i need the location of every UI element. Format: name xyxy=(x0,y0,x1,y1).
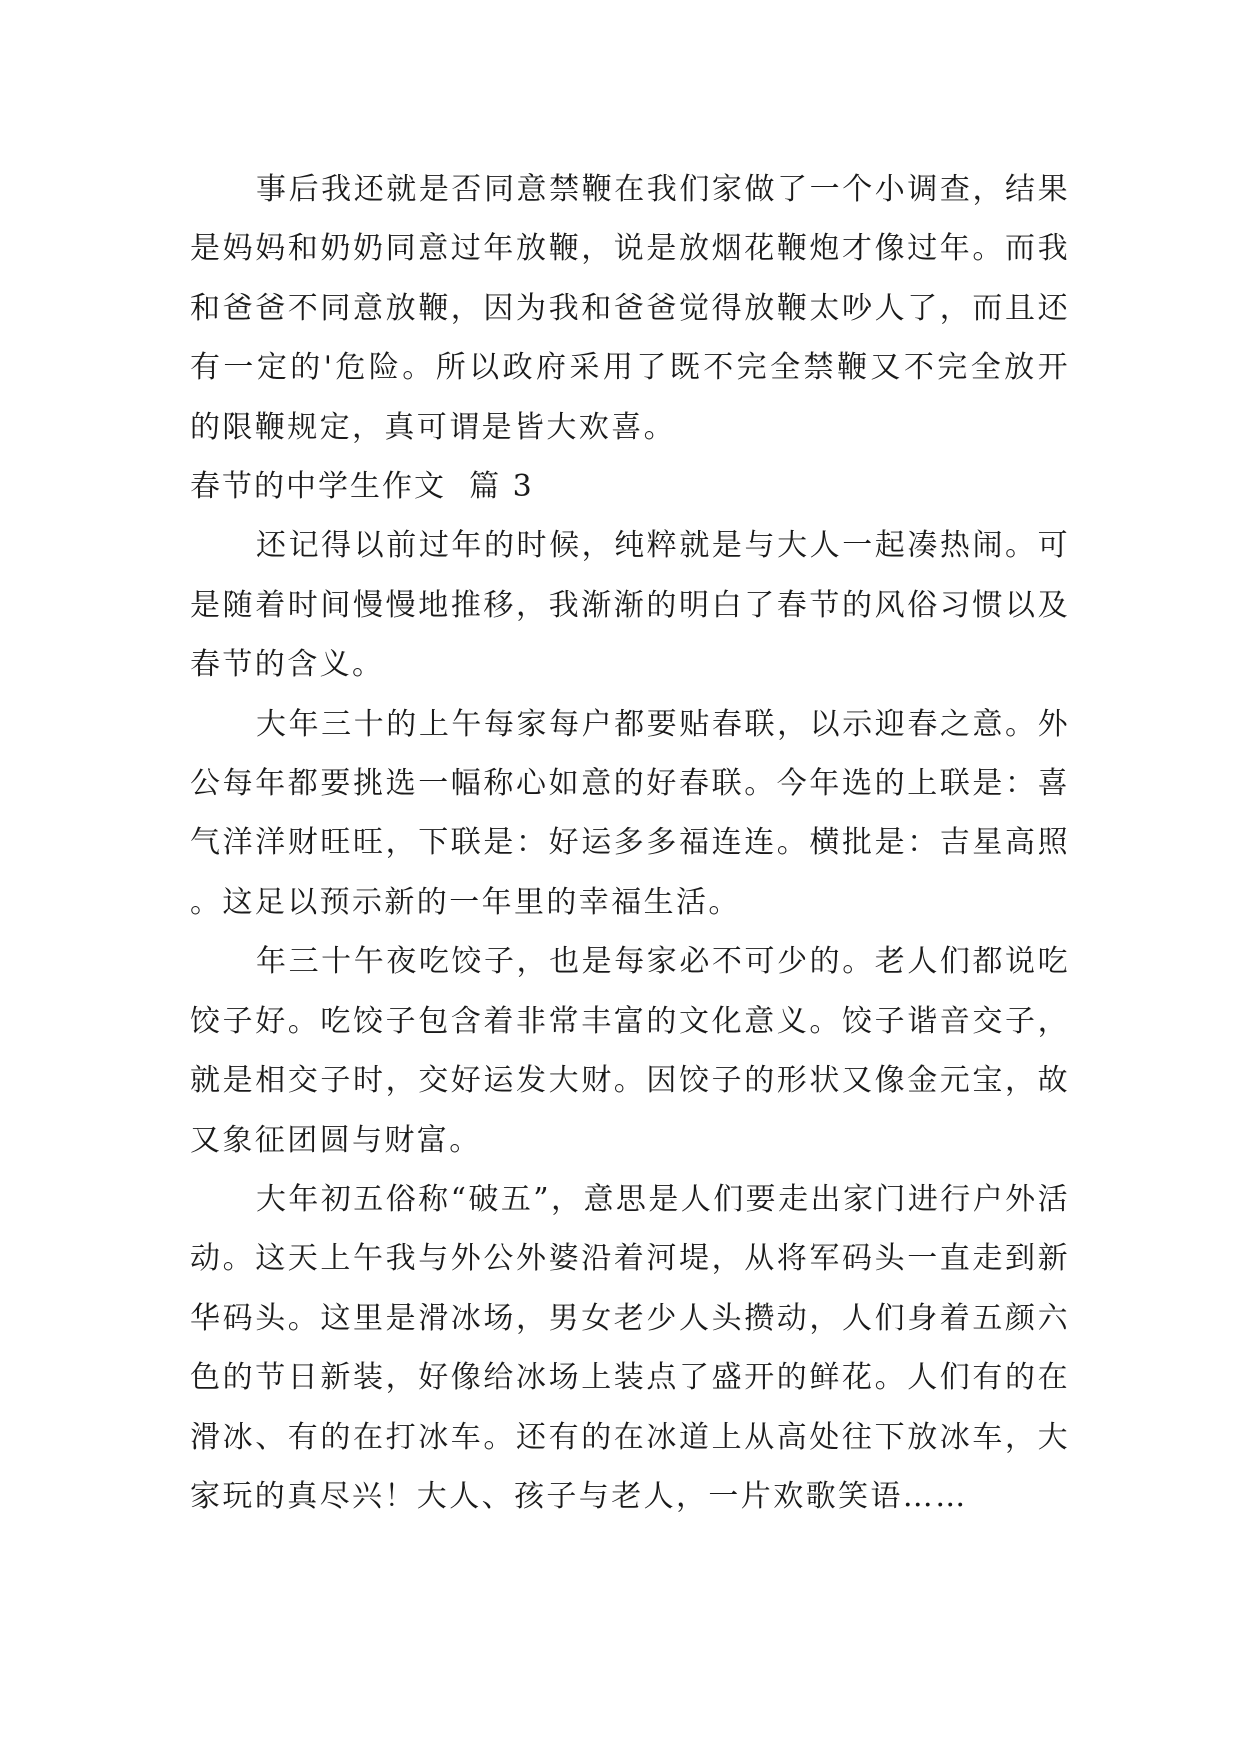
document-body xyxy=(190,160,1070,1526)
paragraph-dumplings: 年三十午夜吃饺子，也是每家必不可少的。老人们都说吃饺子好。吃饺子包含着非常丰富的文化意义。饺子谐音交子，就是相交子时，交好运发大财。因饺子的形状又像金元宝，故又象征团圆与财富。 xyxy=(190,944,1070,1158)
paragraph-powu: 大年初五俗称“破五”，意思是人们要走出家门进行户外活动。这天上午我与外公外婆沿着河堤，从将军码头一直走到新华码头。这里是滑冰场，男女老少人头攒动，人们身着五颜六色的节日新装，好像给冰场上装点了盛开的鲜花。人们有的在滑冰、有的在打冰车。还有的在冰道上从高处往下放冰车，大家玩的真尽兴！大人、孩子与老人，一片欢歌笑语…… xyxy=(190,1181,1070,1514)
paragraph-intro: 还记得以前过年的时候，纯粹就是与大人一起凑热闹。可是随着时间慢慢地推移，我渐渐的明白了春节的风俗习惯以及春节的含义。 xyxy=(190,528,1070,683)
paragraph-couplets: 大年三十的上午每家每户都要贴春联，以示迎春之意。外公每年都要挑选一幅称心如意的好春联。今年选的上联是：喜气洋洋财旺旺，下联是：好运多多福连连。横批是：吉星高照。这足以预示新的一年里的幸福生活。 xyxy=(190,706,1070,920)
section-heading: 春节的中学生作文 篇 3 xyxy=(190,469,534,505)
paragraph-survey: 事后我还就是否同意禁鞭在我们家做了一个小调查，结果是妈妈和奶奶同意过年放鞭，说是放烟花鞭炮才像过年。而我和爸爸不同意放鞭，因为我和爸爸觉得放鞭太吵人了，而且还有一定的'危险。所以政府采用了既不完全禁鞭又不完全放开的限鞭规定，真可谓是皆大欢喜。 xyxy=(190,172,1070,445)
